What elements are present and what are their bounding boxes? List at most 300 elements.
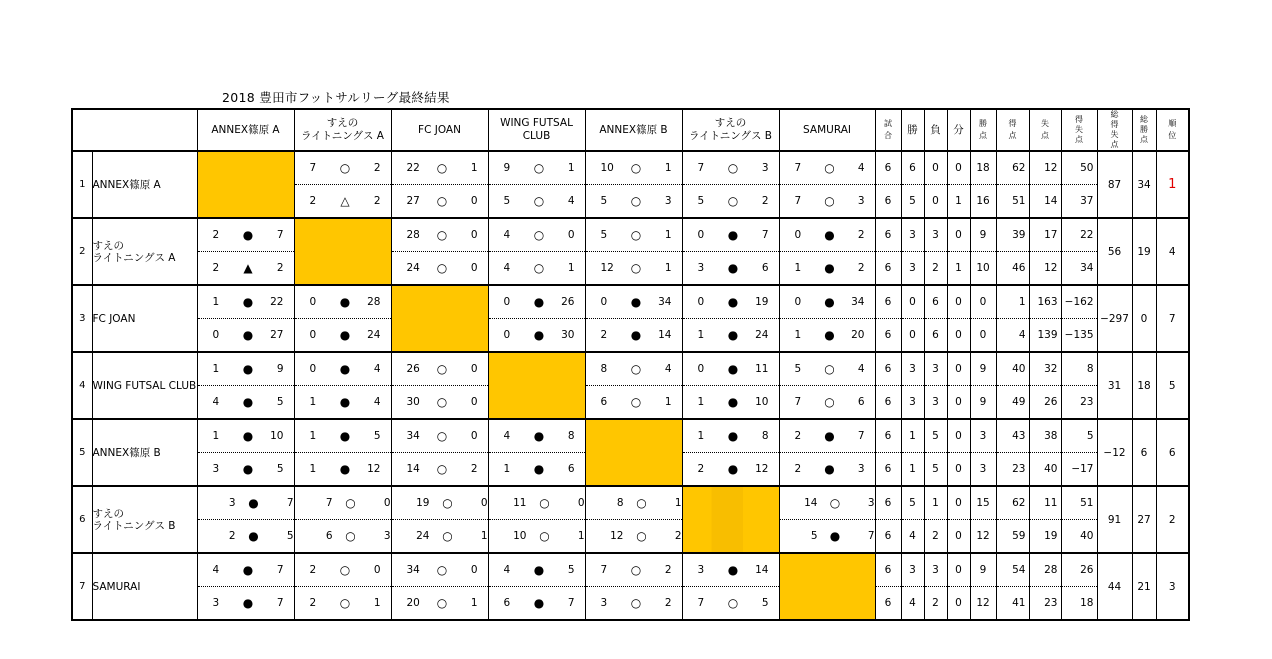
score-against: 26 — [561, 296, 575, 308]
header-stat-3: 負 — [924, 109, 947, 151]
team-number: 2 — [72, 218, 92, 285]
score-against: 4 — [373, 363, 381, 375]
goals-for: 4 — [996, 319, 1029, 353]
draws: 0 — [947, 419, 970, 453]
games-played: 6 — [875, 520, 901, 554]
result-mark: ● — [533, 328, 545, 342]
result-mark: ● — [533, 429, 545, 443]
match-result — [294, 520, 391, 554]
total-goal-diff: 44 — [1097, 553, 1132, 620]
match-result — [585, 319, 682, 353]
goals-against: 11 — [1029, 486, 1061, 520]
games-played: 6 — [875, 453, 901, 487]
score-against: 34 — [851, 296, 865, 308]
goals-against: 17 — [1029, 218, 1061, 252]
score-for: 1 — [697, 329, 705, 341]
match-result — [779, 285, 875, 319]
points: 3 — [970, 453, 996, 487]
score-for: 11 — [513, 497, 527, 509]
self-match-cell — [779, 553, 875, 620]
points: 15 — [970, 486, 996, 520]
score-for: 7 — [794, 396, 802, 408]
team-name: SAMURAI — [92, 553, 197, 620]
total-goal-diff: −12 — [1097, 419, 1132, 486]
goals-against: 12 — [1029, 151, 1061, 185]
match-result — [488, 419, 585, 453]
losses: 5 — [924, 419, 947, 453]
losses: 2 — [924, 520, 947, 554]
goals-against: 28 — [1029, 553, 1061, 587]
match-result — [197, 486, 294, 520]
match-result — [779, 252, 875, 286]
score-for: 1 — [309, 430, 317, 442]
team-name: FC JOAN — [92, 285, 197, 352]
goals-for: 43 — [996, 419, 1029, 453]
score-for: 6 — [503, 597, 511, 609]
score-for: 0 — [309, 329, 317, 341]
score-against: 7 — [276, 597, 284, 609]
score-against: 0 — [577, 497, 585, 509]
team-number: 3 — [72, 285, 92, 352]
match-result — [197, 218, 294, 252]
games-played: 6 — [875, 319, 901, 353]
result-mark: ○ — [339, 596, 351, 610]
match-result — [391, 151, 488, 185]
result-mark: ● — [727, 228, 739, 242]
wins: 3 — [901, 352, 924, 386]
score-for: 4 — [503, 564, 511, 576]
table-row — [72, 151, 1189, 185]
result-mark: ● — [242, 228, 254, 242]
goal-diff: −17 — [1061, 453, 1097, 487]
match-result — [682, 587, 779, 621]
match-result — [488, 252, 585, 286]
match-result — [294, 285, 391, 319]
goals-against: 38 — [1029, 419, 1061, 453]
match-result — [197, 587, 294, 621]
score-against: 7 — [276, 229, 284, 241]
score-against: 2 — [857, 262, 865, 274]
score-for: 1 — [794, 262, 802, 274]
result-mark: ○ — [539, 496, 550, 510]
score-for: 7 — [697, 597, 705, 609]
total-goal-diff: −297 — [1097, 285, 1132, 352]
points: 9 — [970, 352, 996, 386]
result-mark: ● — [339, 328, 351, 342]
games-played: 6 — [875, 352, 901, 386]
total-goal-diff: 87 — [1097, 151, 1132, 218]
result-mark: ○ — [533, 161, 545, 175]
result-mark: ○ — [533, 194, 545, 208]
score-against: 30 — [561, 329, 575, 341]
score-for: 2 — [794, 463, 802, 475]
match-result — [294, 453, 391, 487]
score-against: 1 — [567, 162, 575, 174]
header-stat-5: 勝 点 — [970, 109, 996, 151]
match-result — [488, 285, 585, 319]
result-mark: ○ — [436, 161, 448, 175]
score-for: 1 — [697, 396, 705, 408]
match-result — [779, 319, 875, 353]
result-mark: ○ — [345, 529, 356, 543]
team-number: 5 — [72, 419, 92, 486]
score-against: 7 — [276, 564, 284, 576]
points: 3 — [970, 419, 996, 453]
score-for: 4 — [212, 564, 220, 576]
match-result — [197, 553, 294, 587]
score-for: 1 — [794, 329, 802, 341]
result-mark: ○ — [345, 496, 356, 510]
score-against: 0 — [470, 195, 478, 207]
score-against: 5 — [567, 564, 575, 576]
losses: 3 — [924, 386, 947, 420]
score-for: 2 — [212, 229, 220, 241]
table-row — [72, 285, 1189, 319]
draws: 0 — [947, 151, 970, 185]
score-against: 1 — [470, 162, 478, 174]
draws: 1 — [947, 185, 970, 219]
score-against: 4 — [664, 363, 672, 375]
header-team-4: WING FUTSAL CLUB — [488, 109, 585, 151]
match-result — [488, 486, 585, 520]
match-result — [488, 151, 585, 185]
score-against: 1 — [480, 530, 488, 542]
score-against: 0 — [470, 564, 478, 576]
result-mark: ● — [824, 328, 835, 342]
result-mark: ○ — [630, 228, 642, 242]
score-for: 2 — [697, 463, 705, 475]
goals-against: 14 — [1029, 185, 1061, 219]
score-against: 0 — [373, 564, 381, 576]
losses: 5 — [924, 453, 947, 487]
result-mark: ○ — [533, 261, 545, 275]
result-mark: ○ — [539, 529, 550, 543]
score-against: 3 — [761, 162, 769, 174]
match-result — [585, 185, 682, 219]
score-for: 5 — [503, 195, 511, 207]
match-result — [294, 319, 391, 353]
score-against: 1 — [470, 597, 478, 609]
draws: 1 — [947, 252, 970, 286]
score-against: 7 — [857, 430, 865, 442]
score-for: 2 — [228, 530, 236, 542]
result-mark: ○ — [339, 563, 351, 577]
table-row — [72, 218, 1189, 252]
total-goal-diff: 56 — [1097, 218, 1132, 285]
result-mark: ○ — [436, 395, 448, 409]
score-for: 20 — [406, 597, 420, 609]
result-mark: ● — [242, 563, 254, 577]
score-for: 34 — [406, 430, 420, 442]
score-for: 0 — [794, 229, 802, 241]
score-against: 12 — [367, 463, 381, 475]
score-against: 0 — [470, 430, 478, 442]
score-for: 28 — [406, 229, 420, 241]
result-mark: ● — [727, 328, 739, 342]
score-for: 4 — [503, 430, 511, 442]
goal-diff: 5 — [1061, 419, 1097, 453]
games-played: 6 — [875, 151, 901, 185]
match-result — [779, 419, 875, 453]
score-against: 5 — [276, 396, 284, 408]
match-result — [779, 185, 875, 219]
score-against: 10 — [270, 430, 284, 442]
score-for: 1 — [212, 363, 220, 375]
goals-for: 54 — [996, 553, 1029, 587]
score-against: 4 — [857, 363, 865, 375]
score-for: 34 — [406, 564, 420, 576]
match-result — [779, 486, 875, 520]
score-against: 5 — [761, 597, 769, 609]
score-for: 19 — [416, 497, 430, 509]
score-against: 3 — [857, 195, 865, 207]
result-mark: ● — [533, 462, 545, 476]
match-result — [197, 453, 294, 487]
losses: 0 — [924, 185, 947, 219]
draws: 0 — [947, 486, 970, 520]
match-result — [585, 252, 682, 286]
score-for: 1 — [503, 463, 511, 475]
header-stat-4: 分 — [947, 109, 970, 151]
total-points: 21 — [1132, 553, 1156, 620]
team-name: WING FUTSAL CLUB — [92, 352, 197, 419]
result-mark: ○ — [442, 529, 453, 543]
match-result — [682, 252, 779, 286]
header-team-3: FC JOAN — [391, 109, 488, 151]
score-for: 2 — [309, 195, 317, 207]
result-mark: ● — [727, 563, 739, 577]
draws: 0 — [947, 352, 970, 386]
header-team-6: すえの ライトニングス B — [682, 109, 779, 151]
match-result — [585, 486, 682, 520]
losses: 2 — [924, 587, 947, 621]
match-result — [294, 486, 391, 520]
goal-diff: 37 — [1061, 185, 1097, 219]
score-for: 0 — [503, 329, 511, 341]
goal-diff: 40 — [1061, 520, 1097, 554]
score-for: 7 — [794, 162, 802, 174]
result-mark: ○ — [824, 194, 835, 208]
score-for: 0 — [697, 296, 705, 308]
result-mark: ● — [242, 462, 254, 476]
result-mark: ● — [727, 295, 739, 309]
wins: 4 — [901, 587, 924, 621]
games-played: 6 — [875, 419, 901, 453]
match-result — [682, 151, 779, 185]
score-against: 1 — [664, 229, 672, 241]
score-against: 1 — [664, 162, 672, 174]
team-number: 7 — [72, 553, 92, 620]
score-for: 22 — [406, 162, 420, 174]
score-against: 0 — [383, 497, 391, 509]
score-for: 1 — [309, 463, 317, 475]
score-against: 3 — [664, 195, 672, 207]
match-result — [391, 386, 488, 420]
goal-diff: 50 — [1061, 151, 1097, 185]
total-goal-diff: 91 — [1097, 486, 1132, 553]
result-mark: ● — [339, 429, 351, 443]
header-corner — [72, 109, 197, 151]
score-for: 8 — [600, 363, 608, 375]
goals-for: 1 — [996, 285, 1029, 319]
result-mark: ○ — [630, 596, 642, 610]
wins: 3 — [901, 386, 924, 420]
points: 16 — [970, 185, 996, 219]
result-mark: ● — [248, 529, 259, 543]
match-result — [391, 185, 488, 219]
match-result — [488, 185, 585, 219]
match-result — [779, 352, 875, 386]
score-for: 3 — [212, 463, 220, 475]
losses: 0 — [924, 151, 947, 185]
games-played: 6 — [875, 386, 901, 420]
score-against: 2 — [664, 564, 672, 576]
match-result — [197, 386, 294, 420]
draws: 0 — [947, 218, 970, 252]
match-result — [682, 185, 779, 219]
rank: 3 — [1156, 553, 1189, 620]
score-for: 0 — [309, 296, 317, 308]
result-mark: ○ — [636, 496, 647, 510]
result-mark: ● — [242, 429, 254, 443]
score-for: 14 — [804, 497, 818, 509]
score-against: 7 — [567, 597, 575, 609]
goal-diff: 22 — [1061, 218, 1097, 252]
score-against: 6 — [857, 396, 865, 408]
score-for: 8 — [616, 497, 624, 509]
header-team-7: SAMURAI — [779, 109, 875, 151]
match-result — [197, 319, 294, 353]
team-name: ANNEX篠原 B — [92, 419, 197, 486]
games-played: 6 — [875, 553, 901, 587]
score-for: 24 — [416, 530, 430, 542]
score-for: 5 — [697, 195, 705, 207]
goal-diff: 8 — [1061, 352, 1097, 386]
goals-against: 19 — [1029, 520, 1061, 554]
score-against: 7 — [286, 497, 294, 509]
score-against: 11 — [755, 363, 769, 375]
goal-diff: 26 — [1061, 553, 1097, 587]
score-against: 4 — [567, 195, 575, 207]
result-mark: ● — [339, 462, 351, 476]
points: 0 — [970, 285, 996, 319]
points: 9 — [970, 386, 996, 420]
score-against: 24 — [367, 329, 381, 341]
goals-for: 40 — [996, 352, 1029, 386]
table-row — [72, 386, 1189, 420]
score-against: 20 — [851, 329, 865, 341]
match-result — [585, 218, 682, 252]
games-played: 6 — [875, 587, 901, 621]
losses: 6 — [924, 319, 947, 353]
score-for: 2 — [600, 329, 608, 341]
table-row — [72, 486, 1189, 520]
goals-for: 62 — [996, 151, 1029, 185]
table-row — [72, 520, 1189, 554]
self-match-cell — [197, 151, 294, 218]
goal-diff: 34 — [1061, 252, 1097, 286]
score-for: 7 — [697, 162, 705, 174]
games-played: 6 — [875, 218, 901, 252]
score-for: 7 — [600, 564, 608, 576]
goals-for: 51 — [996, 185, 1029, 219]
goals-against: 23 — [1029, 587, 1061, 621]
result-mark: ● — [533, 596, 545, 610]
wins: 3 — [901, 553, 924, 587]
score-against: 2 — [373, 195, 381, 207]
score-against: 2 — [470, 463, 478, 475]
result-mark: ● — [533, 295, 545, 309]
goals-against: 26 — [1029, 386, 1061, 420]
score-for: 4 — [212, 396, 220, 408]
goals-against: 163 — [1029, 285, 1061, 319]
result-mark: ○ — [630, 261, 642, 275]
score-for: 2 — [794, 430, 802, 442]
match-result — [779, 218, 875, 252]
score-against: 7 — [761, 229, 769, 241]
score-against: 12 — [755, 463, 769, 475]
score-against: 0 — [480, 497, 488, 509]
score-for: 10 — [600, 162, 614, 174]
result-mark: ● — [824, 295, 835, 309]
match-result — [682, 319, 779, 353]
score-against: 2 — [674, 530, 682, 542]
match-result — [294, 419, 391, 453]
total-points: 6 — [1132, 419, 1156, 486]
result-mark: ● — [630, 328, 642, 342]
score-for: 0 — [503, 296, 511, 308]
score-for: 2 — [309, 564, 317, 576]
result-mark: ○ — [824, 395, 835, 409]
goal-diff: 18 — [1061, 587, 1097, 621]
result-mark: ○ — [436, 228, 448, 242]
score-for: 0 — [309, 363, 317, 375]
result-mark: ○ — [436, 462, 448, 476]
wins: 1 — [901, 419, 924, 453]
score-for: 9 — [503, 162, 511, 174]
match-result — [197, 352, 294, 386]
score-against: 0 — [470, 262, 478, 274]
header-stat-2: 勝 — [901, 109, 924, 151]
result-mark: ● — [242, 362, 254, 376]
match-result — [585, 587, 682, 621]
result-mark: ○ — [436, 596, 448, 610]
team-number: 6 — [72, 486, 92, 553]
score-against: 24 — [755, 329, 769, 341]
match-result — [294, 553, 391, 587]
team-name: すえの ライトニングス B — [92, 486, 197, 553]
self-match-cell — [488, 352, 585, 419]
result-mark: ○ — [630, 395, 642, 409]
score-against: 5 — [373, 430, 381, 442]
score-against: 2 — [373, 162, 381, 174]
points: 12 — [970, 587, 996, 621]
score-against: 7 — [867, 530, 875, 542]
result-mark: ○ — [727, 161, 739, 175]
score-against: 3 — [867, 497, 875, 509]
losses: 1 — [924, 486, 947, 520]
match-result — [488, 319, 585, 353]
result-mark: ○ — [630, 563, 642, 577]
score-for: 0 — [212, 329, 220, 341]
score-for: 0 — [794, 296, 802, 308]
score-for: 3 — [697, 564, 705, 576]
score-for: 0 — [697, 363, 705, 375]
result-mark: ● — [727, 362, 739, 376]
rank: 7 — [1156, 285, 1189, 352]
goals-for: 23 — [996, 453, 1029, 487]
points: 9 — [970, 553, 996, 587]
